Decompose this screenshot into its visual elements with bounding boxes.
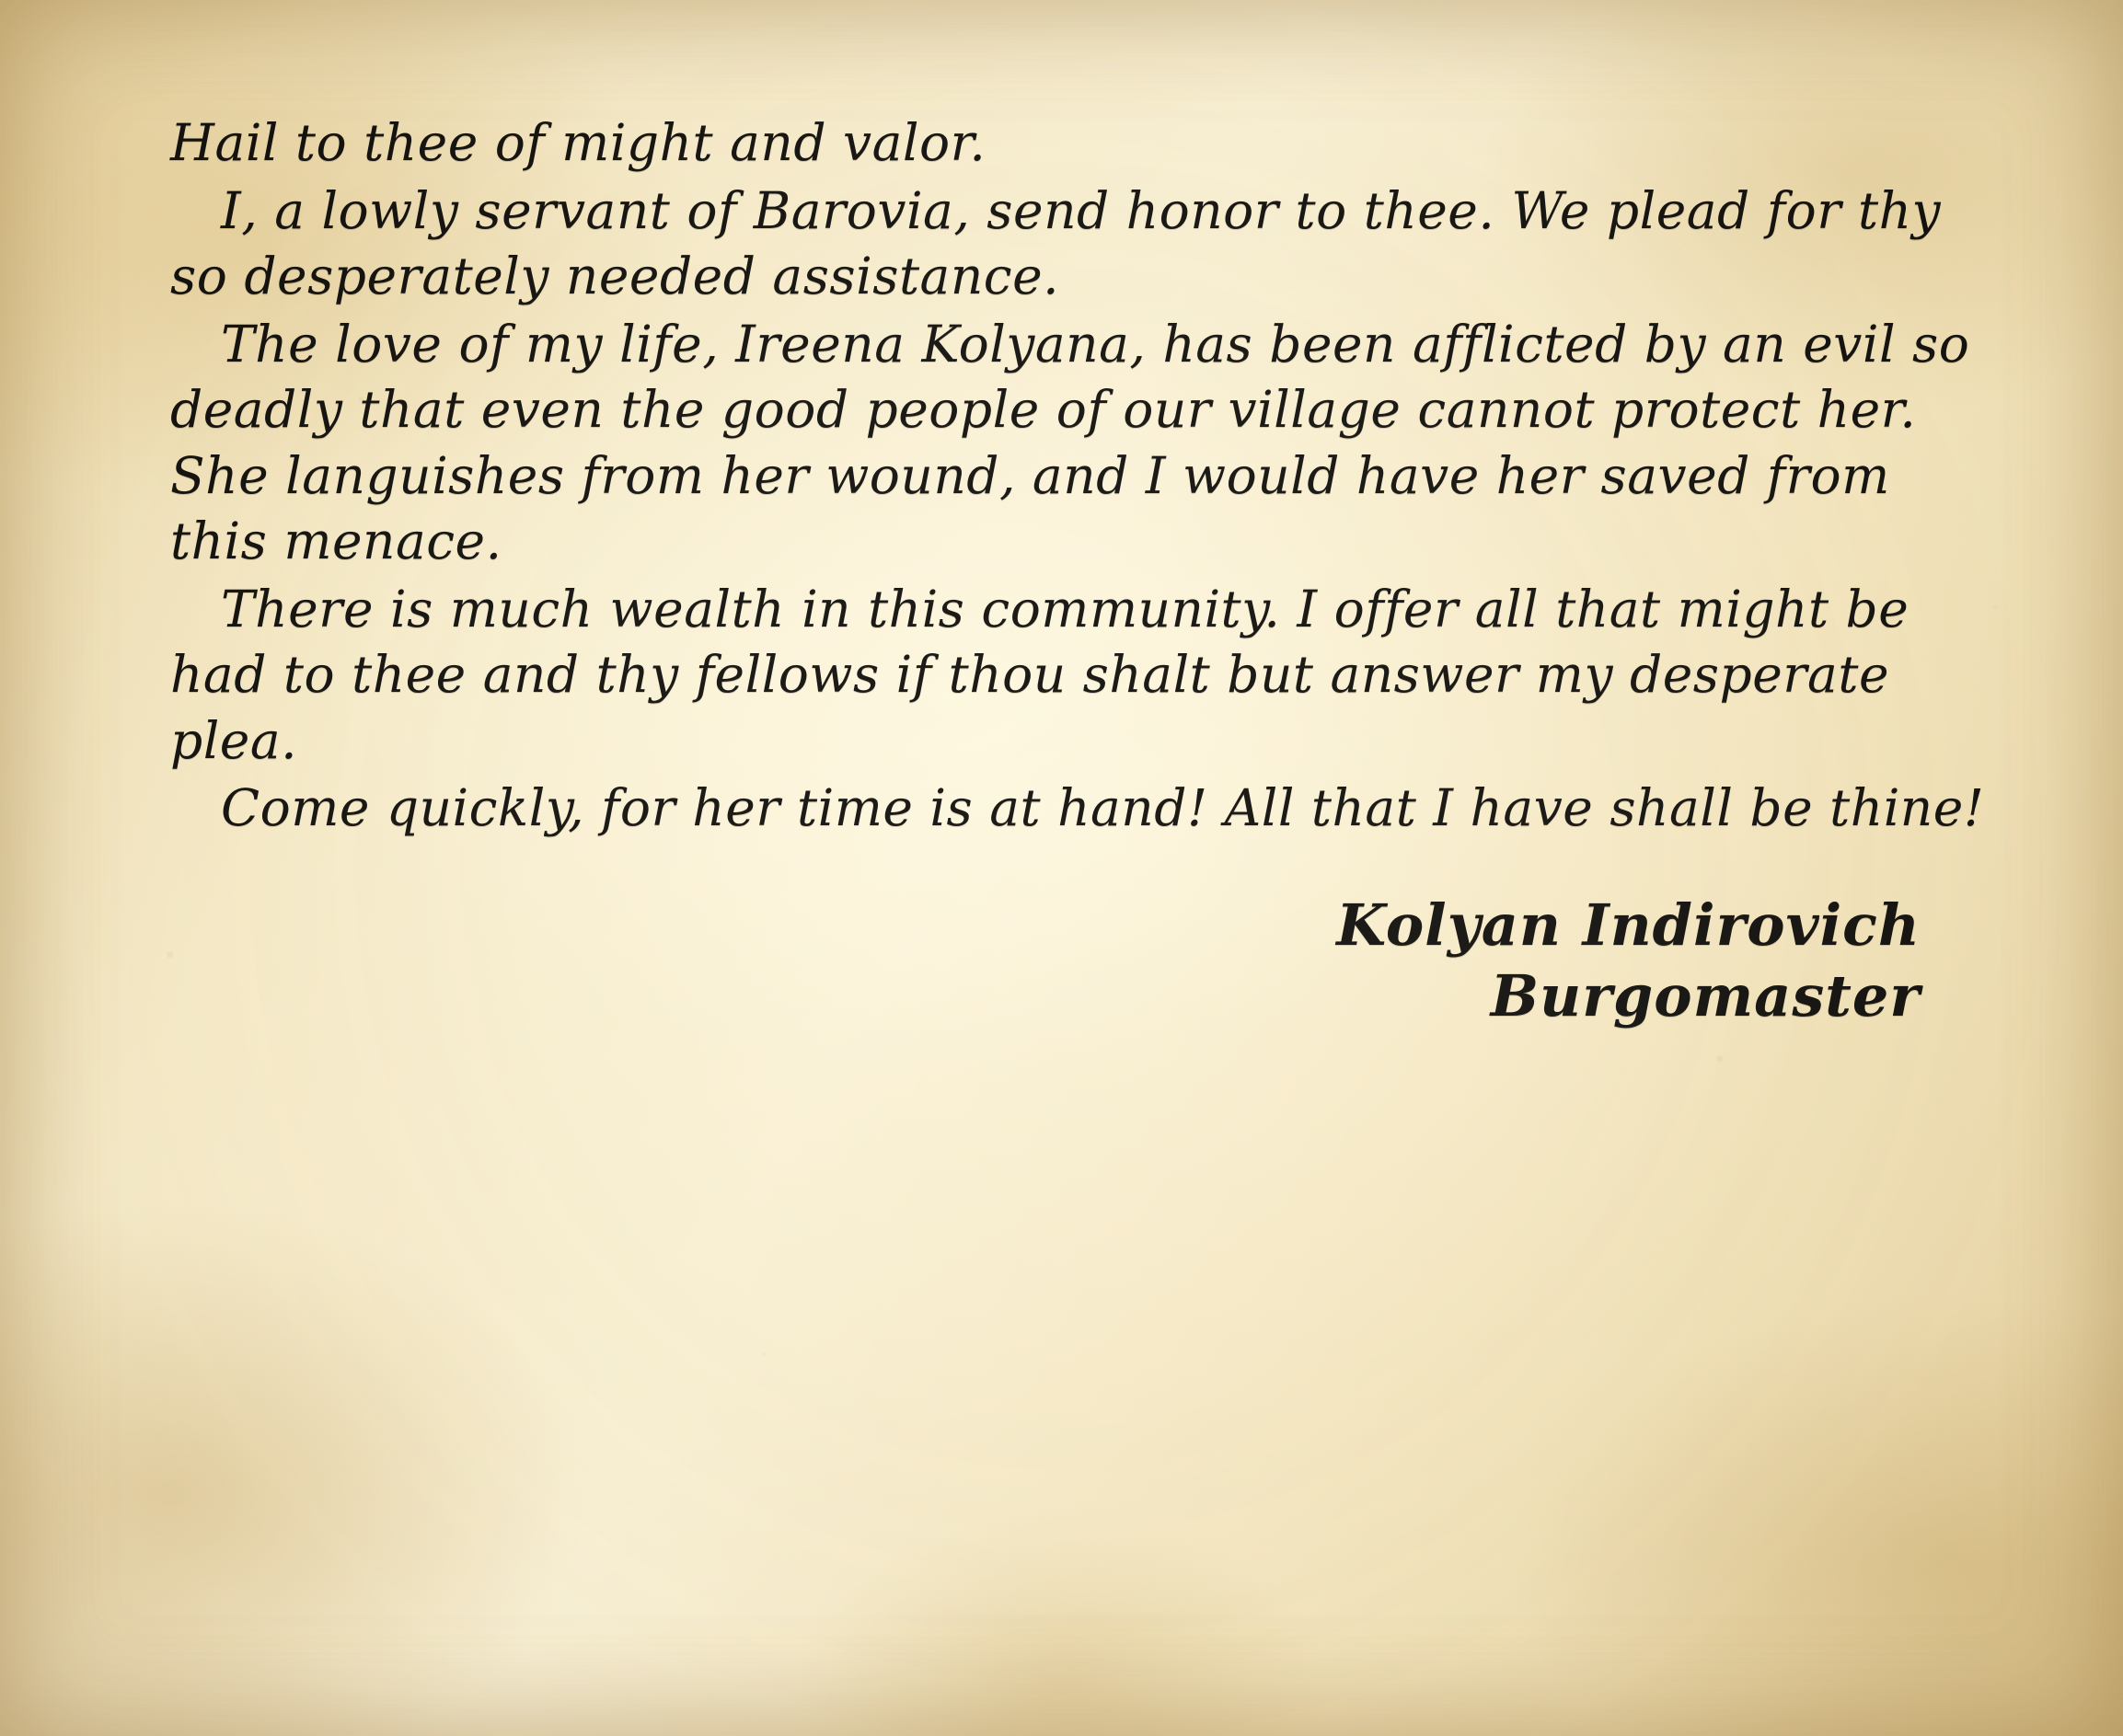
signature-block [170, 890, 1985, 1032]
letter-paragraph-3: The love of my life, Ireena Kolyana, has been afflicted by an evil so deadly that even the good people of our village cannot protect her. She languishes from her wound, and I would have her saved from this menace. [170, 314, 1970, 570]
letter-paragraph-4: There is much wealth in this community. I offer all that might be had to thee and thy fellows if thou shalt but answer my desperate plea. [170, 579, 1910, 770]
signature-title: Burgomaster [1490, 962, 1921, 1029]
letter-paragraph-5: Come quickly, for her time is at hand! All that I have shall be thine! [221, 778, 1985, 837]
letter-paragraph-2: I, a lowly servant of Barovia, send honor to thee. We plead for thy so desperately needed assistance. [170, 180, 1942, 305]
signature-name: Kolyan Indirovich [1336, 891, 1921, 959]
letter-body [170, 110, 1985, 842]
letter-paragraph-1: Hail to thee of might and valor. [170, 113, 987, 172]
